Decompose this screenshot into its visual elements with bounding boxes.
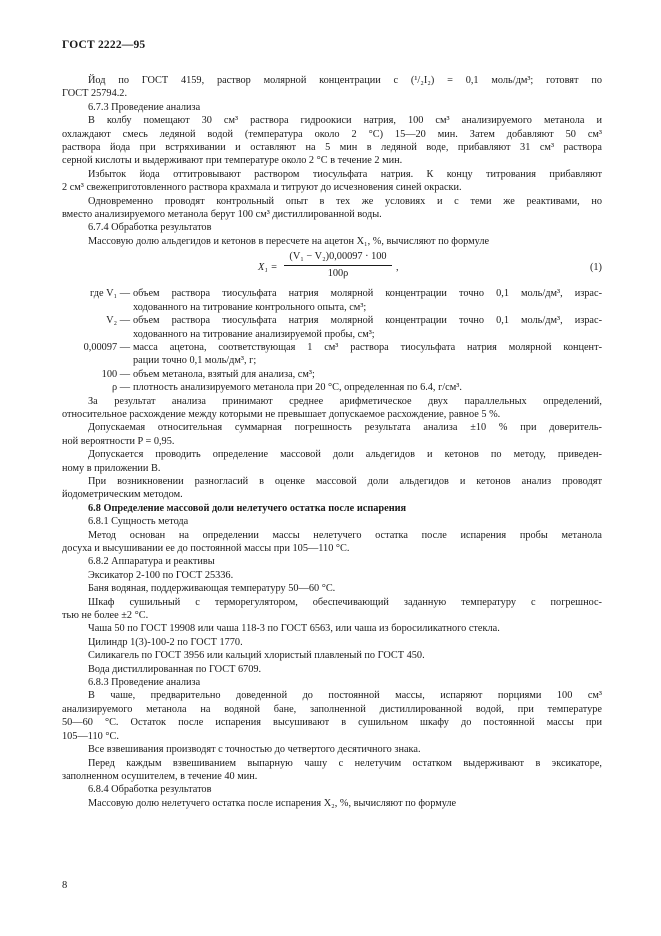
definition-v2 bbox=[62, 314, 602, 341]
text-line: Йод по ГОСТ 4159, раствор молярной концентрации c (¹/₂I₂) = 0,1 моль/дм³; готовят по bbox=[88, 75, 602, 86]
formula-number: (1) bbox=[589, 262, 602, 274]
text-line: ГОСТ 25794.2. bbox=[62, 88, 128, 100]
definitions-list bbox=[62, 287, 602, 394]
section-heading-6-7-4: 6.7.4 Обработка результатов bbox=[88, 222, 212, 234]
text-line: В колбу помещают 30 см³ раствора гидроокиси натрия, 100 см³ анализируемого метанола и bbox=[88, 115, 602, 127]
text-line: Перед каждым взвешиванием выпарную чашу с нелетучим остатком выдерживают в эксикаторе, bbox=[88, 757, 602, 769]
definition-text: рации точно 0,1 моль/дм³, г; bbox=[133, 355, 257, 367]
definition-text: ходованного на титрование контрольного опыта, см³; bbox=[133, 301, 367, 313]
equipment-item: Цилиндр 1(3)-100-2 по ГОСТ 1770. bbox=[88, 636, 243, 648]
text-line: При возникновении разногласий в оценке массовой доли альдегидов и кетонов анализ проводят bbox=[88, 475, 602, 487]
equipment-item: Силикагель по ГОСТ 3956 или кальций хлористый плавленый по ГОСТ 450. bbox=[88, 650, 425, 662]
section-heading-6-8-1: 6.8.1 Сущность метода bbox=[88, 516, 189, 528]
text-line: вместо анализируемого метанола берут 100 см³ дистиллированной воды. bbox=[62, 209, 382, 221]
section-heading-6-8-2: 6.8.2 Аппаратура и реактивы bbox=[88, 556, 215, 568]
section-heading-6-7-3: 6.7.3 Проведение анализа bbox=[88, 101, 201, 113]
section-heading-6-8-4: 6.8.4 Обработка результатов bbox=[88, 784, 212, 796]
paragraph-weighing: Все взвешивания производят с точностью до четвертого десятичного знака. bbox=[88, 744, 421, 756]
document-header: ГОСТ 2222—95 bbox=[62, 39, 146, 51]
text-line: 2 см³ свежеприготовленного раствора крахмала и титруют до исчезновения синей окраски. bbox=[62, 182, 462, 194]
paragraph-desiccator bbox=[62, 757, 602, 784]
definition-label: где V₁ — bbox=[90, 288, 130, 300]
text-line: досуха и высушивании ее до постоянной массы при 105—110 °С. bbox=[62, 543, 350, 554]
paragraph-appendix bbox=[62, 448, 602, 475]
text-line: серной кислоты и выдерживают при температуре около 2 °С в течение 2 мин. bbox=[62, 155, 403, 167]
equipment-item: Вода дистиллированная по ГОСТ 6709. bbox=[88, 663, 262, 675]
equipment-item: Баня водяная, поддерживающая температуру 50—60 °С. bbox=[88, 583, 336, 595]
page-number: 8 bbox=[62, 880, 68, 891]
text-line: ной вероятности P = 0,95. bbox=[62, 435, 175, 447]
text-line: Допускаемая относительная суммарная погрешность результата анализа ±10 % при доверитель- bbox=[88, 422, 602, 434]
formula-tail: , bbox=[396, 262, 399, 274]
text-line: ному в приложении В. bbox=[62, 462, 161, 474]
definition-methanol-volume bbox=[62, 368, 602, 381]
formula-intro: Массовую долю альдегидов и кетонов в пересчете на ацетон X₁, %, вычисляют по формуле bbox=[88, 235, 490, 247]
formula-lhs: X₁ = bbox=[258, 262, 278, 274]
text-line: йодометрическим методом. bbox=[62, 489, 183, 501]
paragraph-disputes bbox=[62, 475, 602, 502]
equipment-item: Чаша 50 по ГОСТ 19908 или чаша 118-3 по ГОСТ 6563, или чаша из боросиликатного стекла. bbox=[88, 623, 500, 635]
text-line: Избыток йода оттитровывают раствором тиосульфата натрия. К концу титрования прибавляют bbox=[88, 168, 602, 180]
equipment-item: Эксикатор 2-100 по ГОСТ 25336. bbox=[88, 569, 234, 581]
definition-text: объем раствора тиосульфата натрия молярной концентрации точно 0,1 моль/дм³, израс- bbox=[133, 288, 602, 300]
definition-acetone-mass bbox=[62, 341, 602, 368]
text-line: 50—60 °С. Остаток после испарения высушивают в сушильном шкафу до постоянной массы при bbox=[62, 717, 602, 729]
text-line: анализируемого метанола на водяной бане, заполненной дистиллированной водой, при температуре bbox=[62, 703, 602, 715]
paragraph-result bbox=[62, 395, 602, 422]
text-line: заполненном осушителем, в течение 40 мин. bbox=[62, 770, 258, 782]
paragraph-method bbox=[62, 529, 602, 556]
definition-label: 0,00097 — bbox=[83, 341, 130, 353]
text-line: Шкаф сушильный с терморегулятором, обеспечивающий заданную температуру с погрешнос- bbox=[88, 596, 602, 608]
equipment-item-oven bbox=[62, 596, 602, 623]
definition-text: ходованного на титрование анализируемой пробы, см³; bbox=[133, 328, 375, 340]
definition-v1 bbox=[62, 287, 602, 314]
section-heading-6-8-3: 6.8.3 Проведение анализа bbox=[88, 677, 201, 689]
definition-text: масса ацетона, соответствующая 1 см³ раствора тиосульфата натрия молярной концент- bbox=[133, 341, 602, 353]
paragraph-evaporation bbox=[62, 689, 602, 743]
section-heading-6-8: 6.8 Определение массовой доли нелетучего остатка после испарения bbox=[88, 502, 407, 514]
text-line: Одновременно проводят контрольный опыт в тех же условиях и с теми же реактивами, но bbox=[88, 195, 602, 207]
formula-numerator: (V₁ − V₂)0,00097 · 100 bbox=[284, 250, 392, 265]
formula-fraction bbox=[284, 250, 392, 280]
text-line: В чаше, предварительно доведенной до постоянной массы, испаряют порциями 100 см³ bbox=[88, 690, 602, 702]
text-line: 105—110 °С. bbox=[62, 730, 119, 742]
definition-text: плотность анализируемого метанола при 20 °С, определенная по 6.4, г/см³. bbox=[133, 382, 462, 394]
formula-intro-2: Массовую долю нелетучего остатка после испарения X₂, %, вычисляют по формуле bbox=[88, 797, 457, 809]
paragraph-control bbox=[62, 195, 602, 222]
text-line: раствора йода при встряхивании и оставляют на 5 мин в ледяной воде, прибавляют 31 см³ раствора bbox=[62, 142, 602, 154]
definition-density bbox=[62, 381, 602, 394]
paragraph-error bbox=[62, 421, 602, 448]
definition-label: ρ — bbox=[111, 382, 130, 394]
definition-label: V₂ — bbox=[106, 315, 130, 327]
definition-text: объем метанола, взятый для анализа, см³; bbox=[133, 368, 315, 380]
text-line: Допускается проводить определение массовой доли альдегидов и кетонов по методу, приведен- bbox=[88, 449, 602, 461]
text-line: относительное расхождение между которыми не превышает допускаемое расхождение, равное 5 %. bbox=[62, 408, 501, 420]
definition-label: 100 — bbox=[101, 368, 130, 380]
formula-denominator: 100ρ bbox=[327, 267, 349, 279]
text-line: охлаждают смесь ледяной водой (температура около 2 °С) 15—20 мин. Затем добавляют 50 см³ bbox=[62, 128, 602, 140]
paragraph-procedure bbox=[62, 114, 602, 168]
paragraph-titration bbox=[62, 168, 602, 195]
text-line: За результат анализа принимают среднее арифметическое двух параллельных определений, bbox=[88, 395, 602, 407]
paragraph-iodine bbox=[62, 74, 602, 101]
formula-1 bbox=[62, 249, 602, 283]
page-content bbox=[62, 74, 602, 810]
text-line: Метод основан на определении массы нелетучего остатка после испарения пробы метанола bbox=[88, 529, 602, 541]
text-line: тью не более ±2 °С. bbox=[62, 610, 149, 622]
definition-text: объем раствора тиосульфата натрия молярной концентрации точно 0,1 моль/дм³, израс- bbox=[133, 315, 602, 327]
